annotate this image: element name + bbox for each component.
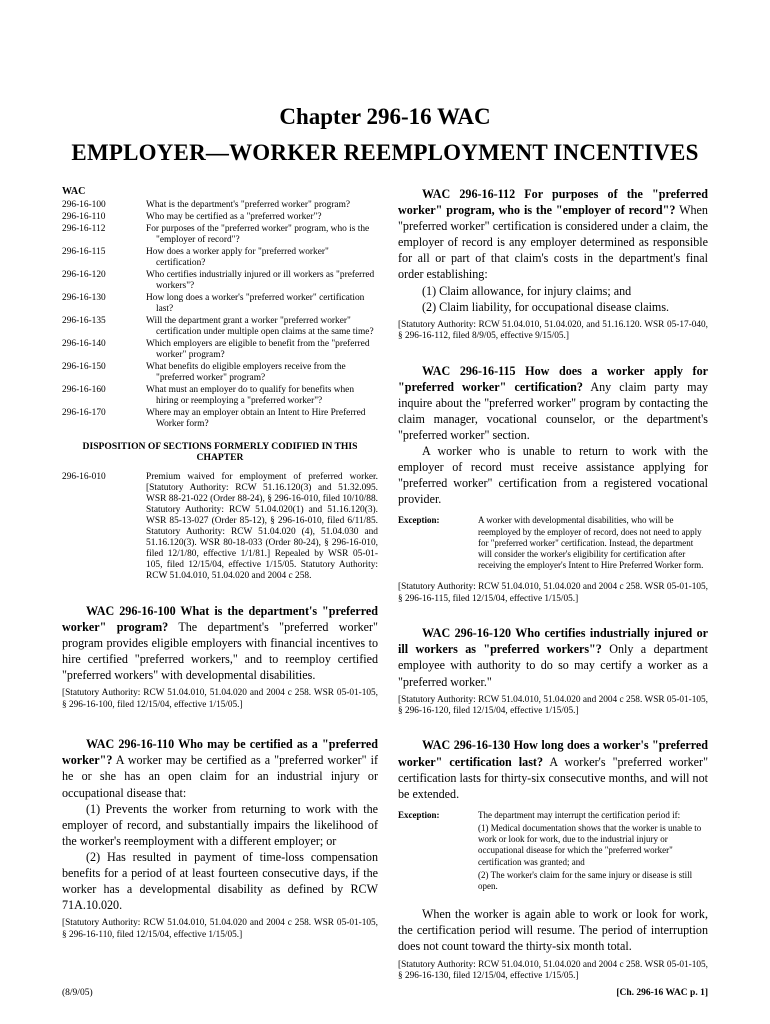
toc-number: 296-16-110 — [62, 212, 106, 222]
section-112-item-1: (1) Claim allowance, for injury claims; and — [422, 283, 632, 298]
toc-number: 296-16-112 — [62, 224, 106, 234]
toc-text: Who may be certified as a "preferred worker"? — [146, 212, 322, 222]
toc-text: Will the department grant a worker "preferred worker" certification under multiple open claims at the same time? — [146, 316, 374, 337]
toc-text: Who certifies industrially injured or ill workers as "preferred workers"? — [146, 270, 375, 291]
section-110 — [62, 736, 378, 800]
table-of-contents — [62, 200, 378, 430]
section-130-after: When the worker is again able to work or look for work, the certification period will resume. The period of interruption does not count toward the thirty-six month total. — [398, 907, 708, 954]
section-110-authority: [Statutory Authority: RCW 51.04.010, 51.04.020 and 2004 c 258. WSR 05-01-105, § 296-16-110, filed 12/15/04, effective 1/15/05.] — [62, 918, 378, 940]
section-100-authority: [Statutory Authority: RCW 51.04.010, 51.04.020 and 2004 c 258. WSR 05-01-105, § 296-16-100, filed 12/15/04, effective 1/15/05.] — [62, 688, 378, 710]
toc-text: For purposes of the "preferred worker" program, who is the "employer of record"? — [146, 224, 370, 245]
toc-row[interactable] — [62, 339, 378, 361]
repealed-text: Premium waived for employment of preferred worker. [Statutory Authority: RCW 51.16.120(3) and 51.32.095. WSR 88-21-022 (Order 88-24), § 296-16-010, filed 10/10/88. Statutory Authority: RCW 51.04.020(1) and 51.16.120(3). WSR 85-13-027 (Order 85-12), § 296-16-010, filed 6/11/85. Statutory Authority: RCW 51.04.020 (4), 51.04.030 and 51.16.120(3). WSR 80-18-033 (Order 80-24), § 296-16-010, filed 12/1/80, effective 1/1/81.] Repealed by WSR 05-01-105, filed 12/15/04, effective 1/15/05. Statutory Authority: RCW 51.04.010, 51.04.020 and 2004 c 258. — [146, 472, 378, 581]
section-120 — [398, 625, 708, 689]
section-100-title: WAC 296-16-100 What is the department's "preferred worker" program? — [62, 604, 378, 635]
toc-row[interactable] — [62, 270, 378, 292]
exception-item-1: (1) Medical documentation shows that the worker is unable to work or look for work, due to the industrial injury or occupational disease for which the "preferred worker" certification was granted; and — [478, 823, 702, 867]
section-120-title: WAC 296-16-120 Who certifies industrially injured or ill workers as "preferred workers"? — [398, 626, 708, 657]
footer-date: (8/9/05) — [62, 988, 93, 998]
toc-text: What is the department's "preferred worker" program? — [146, 200, 351, 210]
section-130-exception — [398, 810, 708, 894]
section-115 — [398, 363, 708, 443]
section-112-item-2: (2) Claim liability, for occupational disease claims. — [422, 299, 670, 314]
toc-row[interactable] — [62, 316, 378, 338]
toc-text: How does a worker apply for "preferred worker" certification? — [146, 247, 329, 268]
exception-item-2: (2) The worker's claim for the same injury or disease is still open. — [478, 869, 693, 892]
toc-label: WAC — [62, 186, 86, 197]
disposition-heading: DISPOSITION OF SECTIONS FORMERLY CODIFIED IN THIS CHAPTER — [82, 441, 358, 463]
footer-page-number: [Ch. 296-16 WAC p. 1] — [616, 988, 708, 998]
section-112-authority: [Statutory Authority: RCW 51.04.010, 51.04.020, and 51.16.120. WSR 05-17-040, § 296-16-112, filed 8/9/05, effective 9/15/05.] — [398, 319, 708, 342]
section-120-authority: [Statutory Authority: RCW 51.04.010, 51.04.020 and 2004 c 258. WSR 05-01-105, § 296-16-120, filed 12/15/04, effective 1/15/05.] — [398, 694, 708, 717]
toc-row[interactable] — [62, 224, 378, 246]
toc-number: 296-16-130 — [62, 293, 106, 303]
right-column — [398, 186, 708, 982]
toc-row[interactable] — [62, 200, 378, 211]
toc-number: 296-16-170 — [62, 408, 106, 418]
chapter-title: Chapter 296-16 WAC — [279, 104, 491, 129]
section-100 — [62, 603, 378, 683]
toc-text: What benefits do eligible employers receive from the "preferred worker" program? — [146, 362, 346, 383]
section-120-body: Only a department employee with authority to do so may certify a worker as a "preferred worker." — [398, 642, 708, 689]
toc-row[interactable] — [62, 212, 378, 223]
toc-number: 296-16-160 — [62, 385, 106, 395]
toc-number: 296-16-120 — [62, 270, 106, 280]
section-100-body: The department's "preferred worker" program provides eligible employers with financial incentives to hire certified "preferred workers," and to reemploy certified "preferred workers" with developmental disabilities. — [62, 620, 378, 683]
repealed-number: 296-16-010 — [62, 472, 106, 482]
left-column — [62, 186, 378, 941]
section-110-title: WAC 296-16-110 Who may be certified as a "preferred worker"? — [62, 737, 378, 768]
toc-text: Which employers are eligible to benefit from the "preferred worker" program? — [146, 339, 370, 360]
toc-number: 296-16-150 — [62, 362, 106, 372]
toc-number: 296-16-140 — [62, 339, 106, 349]
section-112-body: When "preferred worker" certification is considered under a claim, the employer of record is any employer determined as responsible for all or part of that claim's costs in the department's final order establishing: — [398, 203, 708, 282]
toc-text: What must an employer do to qualify for benefits when hiring or reemploying a "preferred worker"? — [146, 385, 355, 406]
toc-row[interactable] — [62, 247, 378, 269]
exception-text: A worker with developmental disabilities, who will be reemployed by the employer of record, does not need to apply for "preferred worker" certification. Instead, the department will consider the worker's eligibility for certification after receiving the employer's Intent to Hire Preferred Worker form. — [478, 515, 704, 571]
toc-row[interactable] — [62, 385, 378, 407]
section-112 — [398, 186, 708, 283]
section-115-authority: [Statutory Authority: RCW 51.04.010, 51.04.020 and 2004 c 258. WSR 05-01-105, § 296-16-115, filed 12/15/04, effective 1/15/05.] — [398, 582, 708, 604]
chapter-subtitle: EMPLOYER—WORKER REEMPLOYMENT INCENTIVES — [71, 140, 699, 165]
toc-row[interactable] — [62, 293, 378, 315]
section-130-title: WAC 296-16-130 How long does a worker's "preferred worker" certification last? — [398, 738, 708, 769]
section-130-body: A worker's "preferred worker" certification lasts for thirty-six consecutive months, and will not be extended. — [398, 754, 709, 801]
toc-row[interactable] — [62, 362, 378, 384]
exception-label: Exception: — [398, 809, 440, 820]
section-115-para-2: A worker who is unable to return to work with the employer of record must receive assistance applying for "preferred worker" certification from a registered vocational provider. — [398, 444, 708, 507]
exception-intro: The department may interrupt the certification period if: — [478, 809, 681, 820]
section-115-body: Any claim party may inquire about the "preferred worker" program by contacting the claim manager, vocational counselor, or the department's "preferred worker" section. — [398, 379, 709, 442]
toc-number: 296-16-100 — [62, 200, 106, 210]
section-110-body: A worker may be certified as a "preferred worker" if he or she has an open claim for an industrial injury or occupational disease that: — [62, 753, 378, 800]
section-112-title: WAC 296-16-112 For purposes of the "preferred worker" program, who is the "employer of record"? — [398, 187, 708, 218]
section-110-item-1: (1) Prevents the worker from returning to work with the employer of record, and substantially impairs the likelihood of the worker's reemployment with a different employer; or — [62, 801, 378, 848]
section-115-exception — [398, 515, 708, 573]
section-130-authority: [Statutory Authority: RCW 51.04.010, 51.04.020 and 2004 c 258. WSR 05-01-105, § 296-16-130, filed 12/15/04, effective 1/15/05.] — [398, 959, 708, 981]
exception-label: Exception: — [398, 515, 440, 526]
section-115-title: WAC 296-16-115 How does a worker apply for "preferred worker" certification? — [398, 363, 708, 394]
repealed-section-row — [62, 472, 378, 582]
section-110-item-2: (2) Has resulted in payment of time-loss compensation benefits for a period of at least fourteen consecutive days, if the worker has a developmental disability as defined by RCW 71A.10.020. — [62, 849, 378, 913]
toc-text: How long does a worker's "preferred worker" certification last? — [146, 293, 365, 314]
toc-number: 296-16-135 — [62, 316, 106, 326]
section-130 — [398, 737, 708, 801]
toc-row[interactable] — [62, 408, 378, 430]
toc-text: Where may an employer obtain an Intent to Hire Preferred Worker form? — [146, 408, 366, 429]
toc-number: 296-16-115 — [62, 247, 106, 257]
